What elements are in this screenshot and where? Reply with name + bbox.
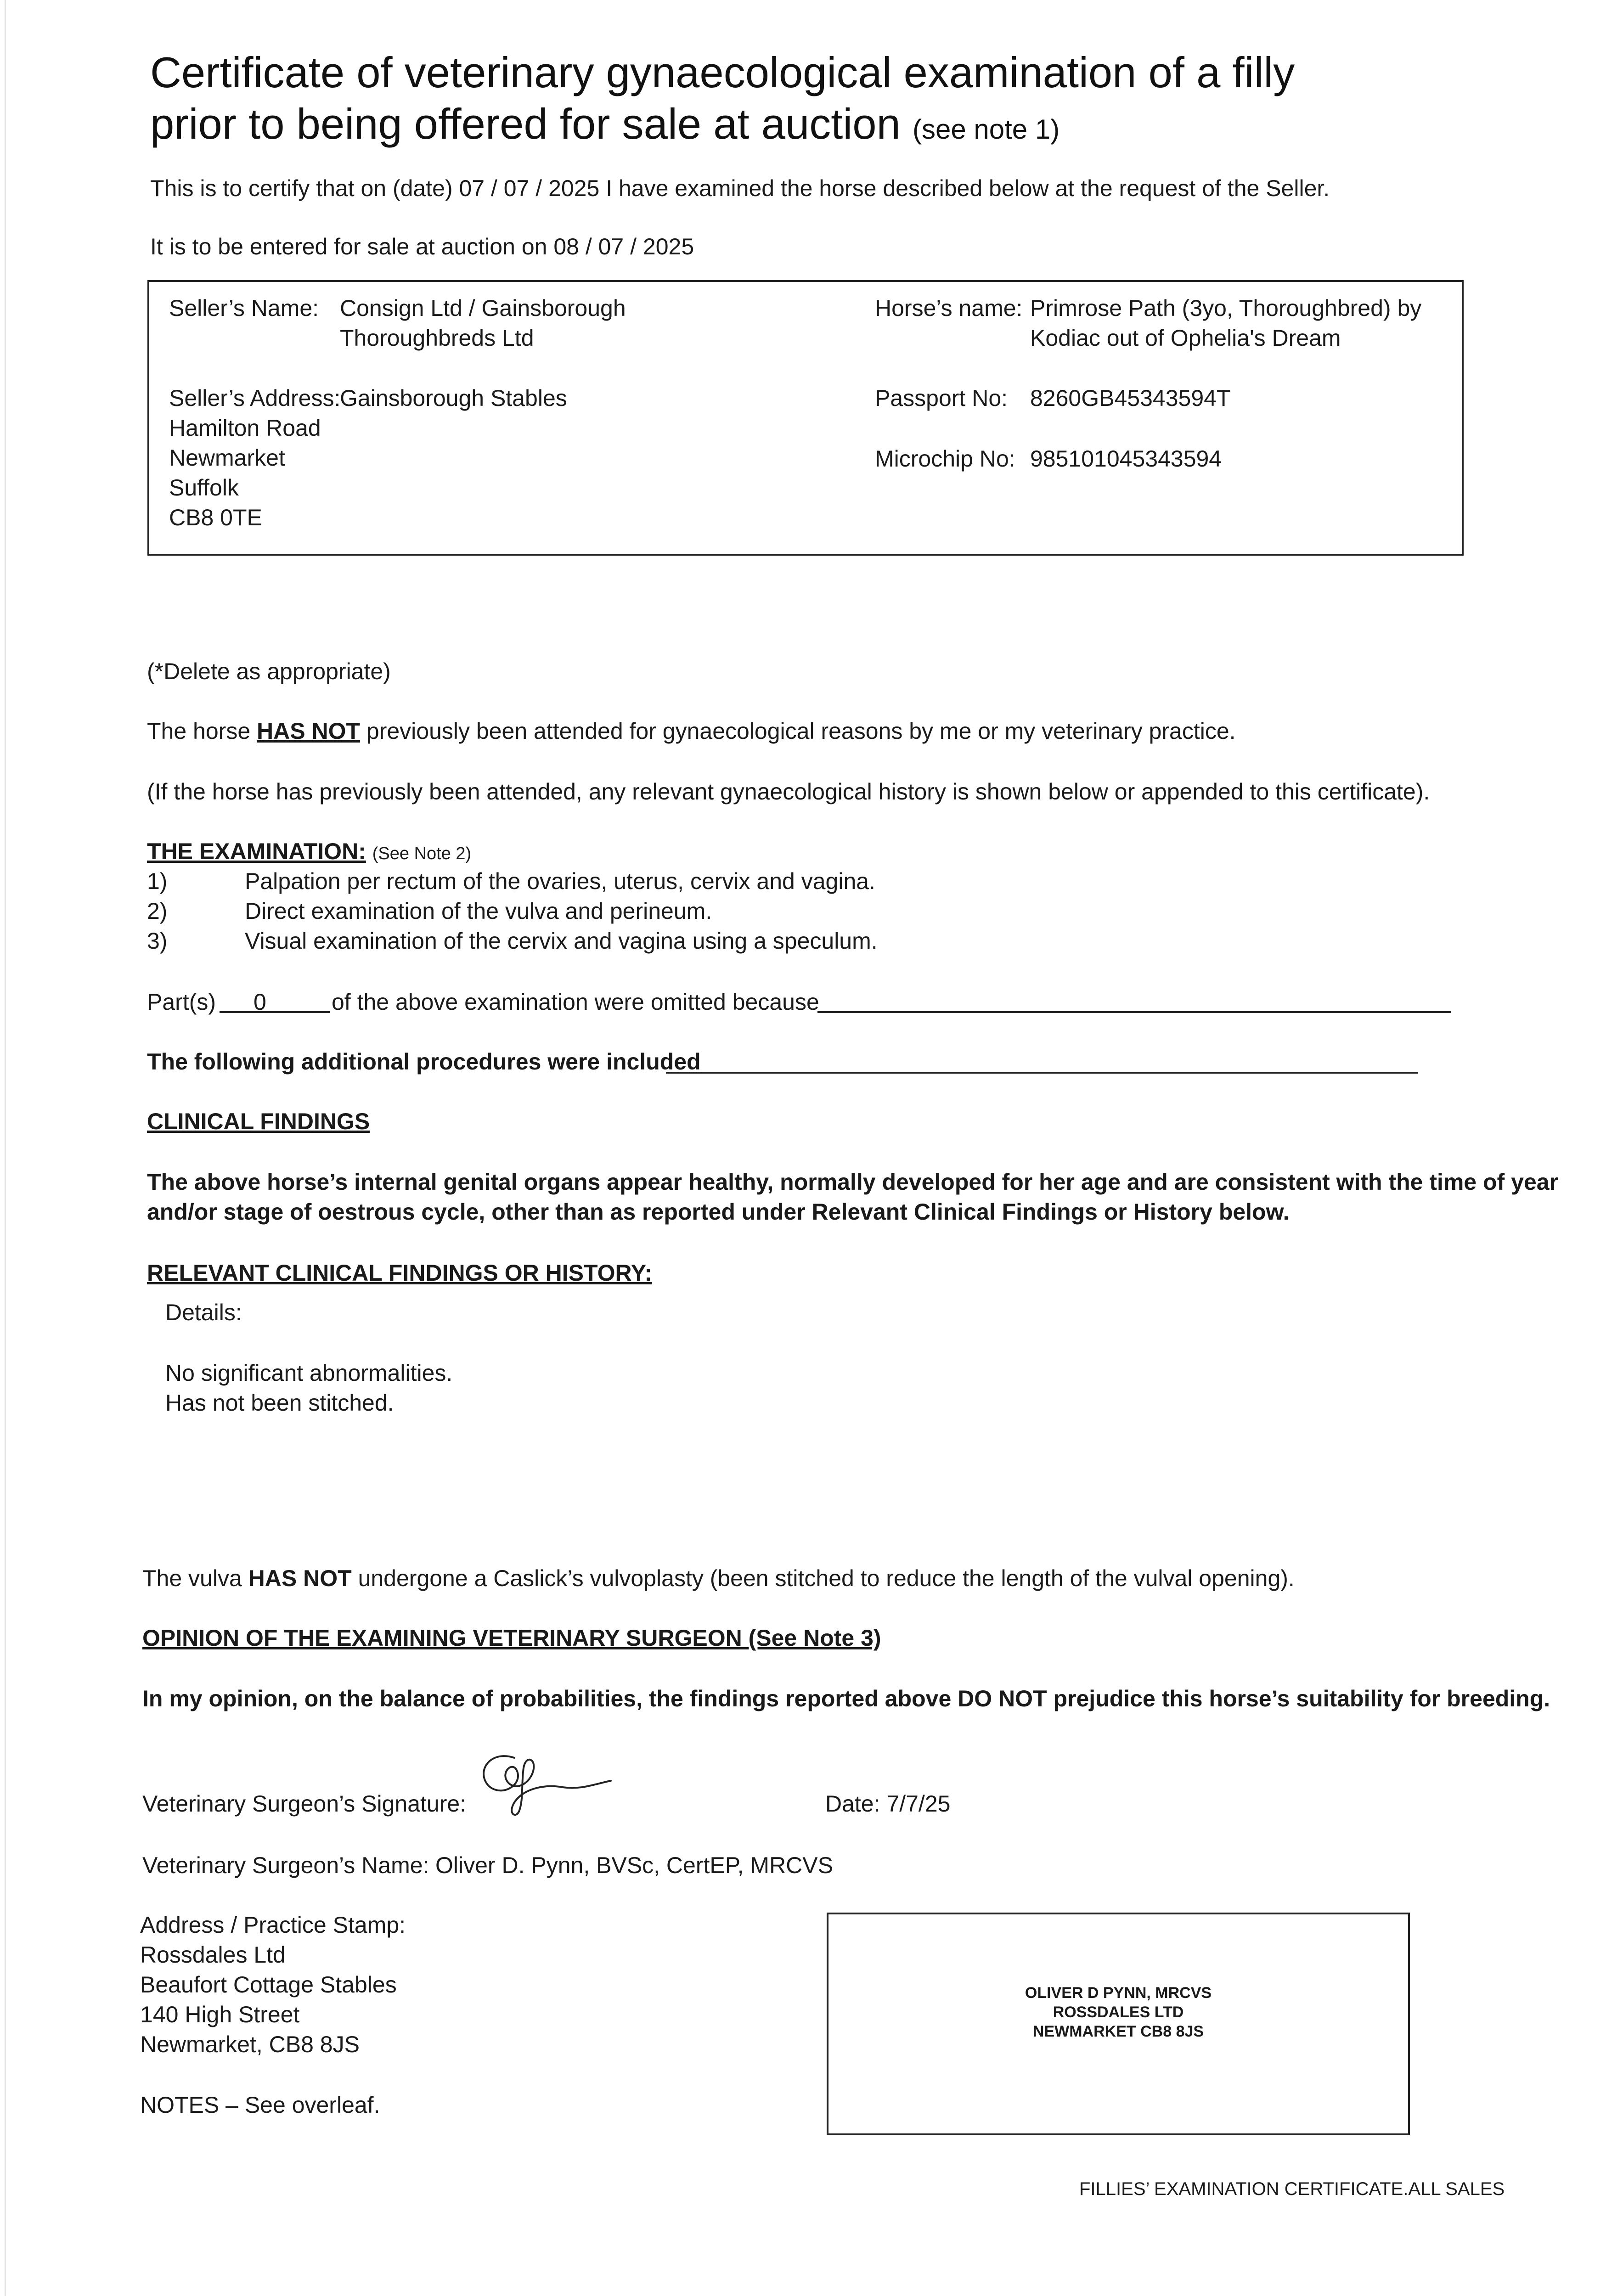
- notes-reference: NOTES – See overleaf.: [140, 2092, 380, 2118]
- parts-label: Part(s): [147, 989, 216, 1015]
- seller-address-line-4: Suffolk: [169, 475, 239, 501]
- title-line-1: Certificate of veterinary gynaecological examination of a filly: [150, 48, 1295, 96]
- delete-note: (*Delete as appropriate): [147, 658, 391, 684]
- attended-emphasis: HAS NOT: [257, 718, 361, 744]
- address-line-4: Newmarket, CB8 8JS: [140, 2032, 360, 2057]
- seller-address-line-2: Hamilton Road: [169, 415, 321, 441]
- title-line-2: [150, 98, 1295, 155]
- practice-stamp: [828, 1983, 1408, 2041]
- attended-post: previously been attended for gynaecological reasons by me or my veterinary practice.: [360, 718, 1236, 744]
- address-line-2: Beaufort Cottage Stables: [140, 1972, 397, 1998]
- clinical-findings-text-2: and/or stage of oestrous cycle, other than as reported under Relevant Clinical Findings or History below.: [147, 1199, 1290, 1225]
- omitted-reason-line: [817, 1011, 1451, 1013]
- parts-value: 0: [254, 989, 266, 1015]
- opinion-text: In my opinion, on the balance of probabilities, the findings reported above DO NOT prejudice this horse’s suitability for breeding.: [142, 1686, 1550, 1711]
- additional-procedures-label: The following additional procedures were included: [147, 1049, 701, 1075]
- seller-name-line-2: Thoroughbreds Ltd: [340, 325, 534, 351]
- exam-item-3-text: Visual examination of the cervix and vagina using a speculum.: [245, 928, 878, 954]
- title-note: (see note 1): [912, 114, 1060, 145]
- seller-address-line-3: Newmarket: [169, 445, 285, 471]
- page-title: [150, 47, 1295, 155]
- details-line-2: Has not been stitched.: [165, 1390, 394, 1416]
- exam-heading-text: THE EXAMINATION:: [147, 838, 366, 864]
- title-line-2-text: prior to being offered for sale at auction: [150, 100, 901, 148]
- date-value: 7/7/25: [886, 1791, 951, 1817]
- signature-label: Veterinary Surgeon’s Signature:: [142, 1791, 467, 1817]
- stamp-line-3: NEWMARKET CB8 8JS: [1032, 2023, 1204, 2040]
- certify-statement: This is to certify that on (date) 07 / 07 / 2025 I have examined the horse described below at the request of the Seller.: [150, 175, 1330, 201]
- vulva-post: undergone a Caslick’s vulvoplasty (been stitched to reduce the length of the vulval opening).: [351, 1565, 1295, 1591]
- horse-name-line-2: Kodiac out of Ophelia's Dream: [1030, 325, 1341, 351]
- practice-stamp-box: [827, 1913, 1410, 2135]
- date-label: Date:: [825, 1791, 880, 1817]
- address-line-3: 140 High Street: [140, 2002, 300, 2027]
- date-field: [825, 1789, 950, 1818]
- microchip-value: 985101045343594: [1030, 446, 1222, 472]
- relevant-findings-heading: RELEVANT CLINICAL FINDINGS OR HISTORY:: [147, 1260, 653, 1286]
- seller-address-line-1: Gainsborough Stables: [340, 385, 567, 411]
- seller-name-label: Seller’s Name:: [169, 295, 319, 321]
- attended-pre: The horse: [147, 718, 257, 744]
- clinical-findings-heading: CLINICAL FINDINGS: [147, 1109, 370, 1134]
- surgeon-name-value: Oliver D. Pynn, BVSc, CertEP, MRCVS: [435, 1852, 833, 1878]
- stamp-line-1: OLIVER D PYNN, MRCVS: [1025, 1984, 1212, 2002]
- address-line-1: Rossdales Ltd: [140, 1942, 286, 1968]
- vulva-statement: [142, 1564, 1295, 1593]
- parts-blank-line: [220, 1011, 330, 1013]
- additional-procedures-line: [666, 1072, 1418, 1074]
- attended-note: (If the horse has previously been attended, any relevant gynaecological history is shown below or appended to this certificate).: [147, 779, 1430, 805]
- details-line-1: No significant abnormalities.: [165, 1360, 453, 1386]
- exam-item-1-text: Palpation per rectum of the ovaries, uterus, cervix and vagina.: [245, 868, 875, 894]
- parts-omitted-text: of the above examination were omitted because: [332, 989, 819, 1015]
- exam-item-3-num: 3): [147, 928, 168, 954]
- exam-item-1-num: 1): [147, 868, 168, 894]
- exam-heading: [147, 837, 471, 868]
- exam-heading-note: (See Note 2): [372, 844, 472, 863]
- seller-address-line-5: CB8 0TE: [169, 505, 262, 530]
- page-edge-shadow: [5, 0, 6, 2296]
- surgeon-name-label: Veterinary Surgeon’s Name:: [142, 1852, 429, 1878]
- opinion-heading: OPINION OF THE EXAMINING VETERINARY SURGEON (See Note 3): [142, 1625, 881, 1651]
- seller-address-label: Seller’s Address:: [169, 385, 341, 411]
- vulva-emphasis: HAS NOT: [248, 1565, 352, 1591]
- exam-item-2-text: Direct examination of the vulva and perineum.: [245, 898, 712, 924]
- address-label: Address / Practice Stamp:: [140, 1912, 406, 1938]
- passport-value: 8260GB45343594T: [1030, 385, 1231, 411]
- auction-statement: It is to be entered for sale at auction on 08 / 07 / 2025: [150, 234, 694, 259]
- horse-name-line-1: Primrose Path (3yo, Thoroughbred) by: [1030, 295, 1422, 321]
- microchip-label: Microchip No:: [875, 446, 1015, 472]
- clinical-findings-text-1: The above horse’s internal genital organs appear healthy, normally developed for her age and are consistent with the time of year: [147, 1169, 1559, 1195]
- horse-name-label: Horse’s name:: [875, 295, 1023, 321]
- exam-item-2-num: 2): [147, 898, 168, 924]
- attended-statement: [147, 716, 1236, 746]
- footer-label: FILLIES’ EXAMINATION CERTIFICATE.ALL SALES: [1079, 2179, 1505, 2199]
- signature-image: [471, 1745, 618, 1818]
- seller-name-line-1: Consign Ltd / Gainsborough: [340, 295, 626, 321]
- vulva-pre: The vulva: [142, 1565, 248, 1591]
- details-label: Details:: [165, 1300, 242, 1325]
- stamp-line-2: ROSSDALES LTD: [1053, 2003, 1184, 2021]
- passport-label: Passport No:: [875, 385, 1008, 411]
